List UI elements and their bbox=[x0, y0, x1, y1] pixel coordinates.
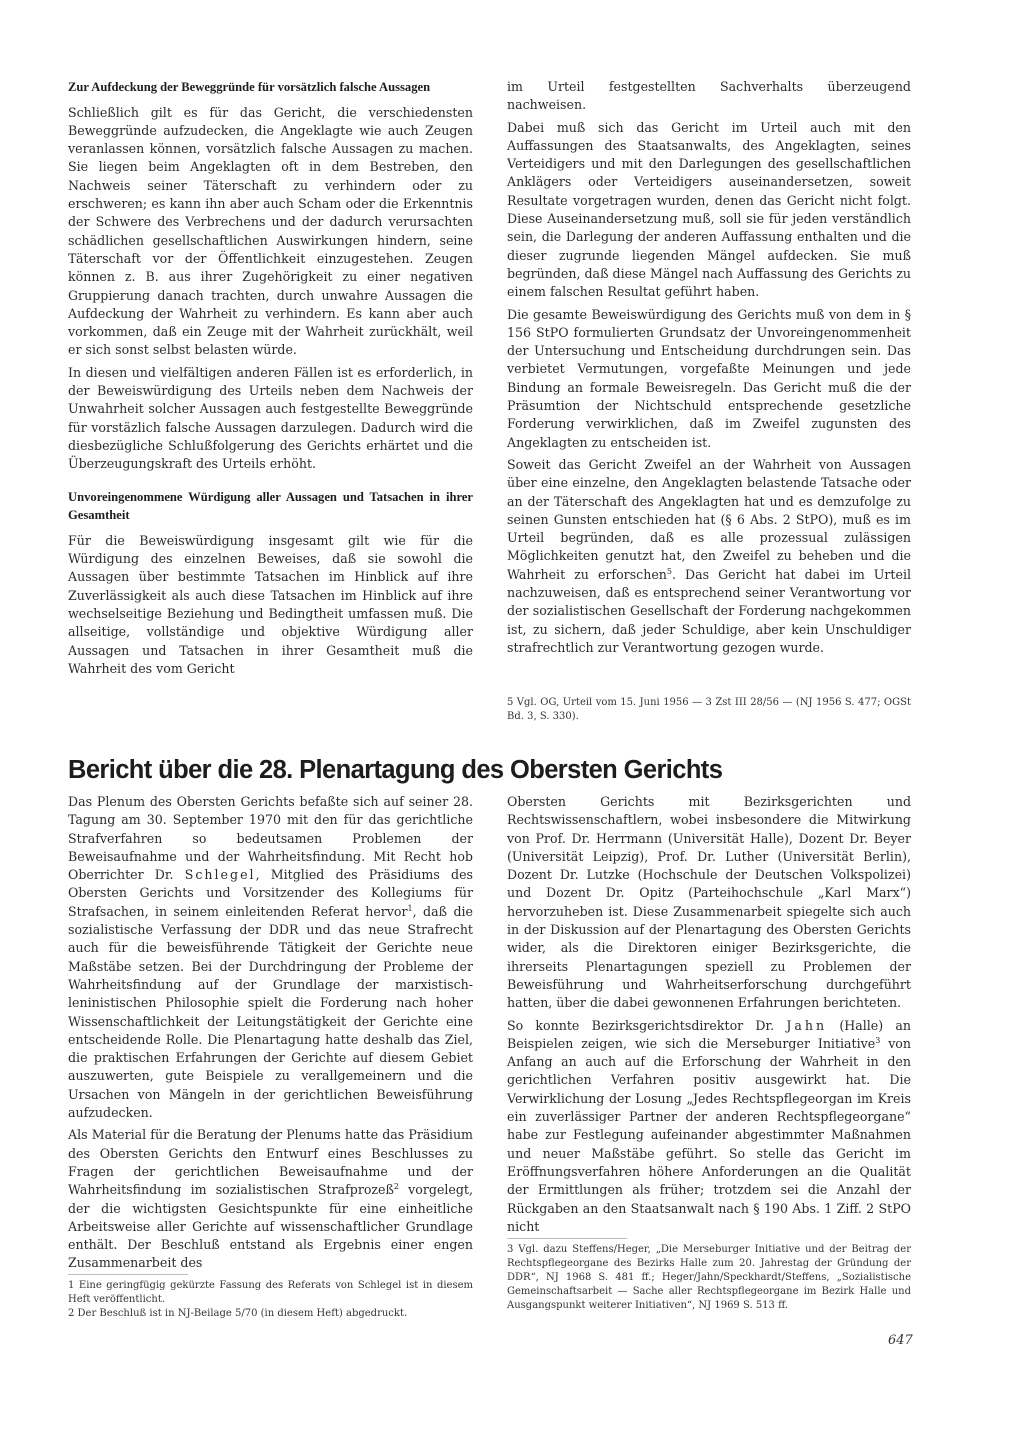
upper-right-column bbox=[507, 78, 911, 661]
paragraph-other-cases: In diesen und vielfältigen anderen Fällen ist es erforderlich, in der Beweiswürdigung des Urteils neben dem Nachweis der Unwahrheit solcher Aussagen auch festgestellte Beweggründe für vorstäzlich falsche Aussagen darzulegen. Dadurch wird die diesbezügliche Schlußfolgerung des Gerichts erhärtet und die Überzeugungskraft des Urteils erhöht. bbox=[68, 364, 473, 472]
footnote-ref-5: 5 bbox=[666, 566, 672, 576]
name-schlegel: Schlegel bbox=[184, 867, 256, 883]
paragraph-merseburg: So konnte Bezirksgerichtsdirektor Dr. Jahn (Halle) an Beispielen zeigen, wie sich die Merseburger Initiative$^3$ von Anfang an auch auf die Erforschung der Wahrheit in den gerichtlichen Verfahren positiv ausgewirkt hat. Die Verwirklichung der Losung „Jedes Rechtspflegeorgan im Kreis ein zuverlässiger Partner der anderen Rechtspflegeorgane“ habe zur Festlegung aufeinander abgestimmter Maßnahmen und neuer Maßstäbe geführt. So stelle das Gericht im Eröffnungsverfahren höhere Anforderungen an die Qualität der Ermittlungen als früher; trotzdem sei die Anzahl der Rückgaben an den Staatsanwalt nach § 190 Abs. 1 Ziff. 2 StPO nicht bbox=[507, 1017, 912, 1234]
name-jahn: Jahn bbox=[786, 1017, 828, 1033]
lower-left-column bbox=[68, 793, 473, 1277]
section-heading-motives: Zur Aufdeckung der Beweggründe für vorsätzlich falsche Aussagen bbox=[68, 80, 431, 94]
paragraph-doubt bbox=[507, 456, 911, 657]
footnote-5: 5 Vgl. OG, Urteil vom 15. Juni 1956 — 3 Zst III 28/56 — (NJ 1956 S. 477; OGSt Bd. 3, S. 330). bbox=[507, 697, 911, 722]
footnote-3: 3 Vgl. dazu Steffens/Heger, „Die Merseburger Initiative und der Beitrag der Rechtspflegeorgane des Bezirks Halle zum 20. Jahrestag der Gründung der DDR“, NJ 1968 S. 481 ff.; Heger/Jahn/Speckhardt/Steffens, „Sozialistische Gemeinschaftsarbeit — Sache aller Rechtspflegeorgane im Bezirk Halle und Ausgangspunkt weiterer Initiativen“, NJ 1969 S. 513 ff. bbox=[507, 1244, 911, 1311]
footnotes-left bbox=[68, 1279, 473, 1321]
footnote-ref-1: 1 bbox=[407, 903, 413, 913]
footnote-1: 1 Eine geringfügig gekürzte Fassung des Referats von Schlegel ist in diesem Heft veröffentlicht. bbox=[68, 1280, 473, 1305]
paragraph-doubt-text: Soweit das Gericht Zweifel an der Wahrheit von Aussagen über eine einzelne, den Angeklagten belastende Tatsache oder an der Täterschaft des Angeklagten hat und es demzufolge zu seinen Gunsten entschieden hat (§ 6 Abs. 2 StPO), muß es im Urteil begründen, daß es alle prozessual zulässigen Möglichkeiten genutzt hat, den Zweifel zu beheben und die Wahrheit zu erforschen bbox=[507, 456, 911, 582]
footnote-divider-left bbox=[68, 1274, 188, 1275]
paragraph-material: Als Material für die Beratung der Plenums hatte das Präsidium des Obersten Gerichts den Entwurf eines Beschlusses zu Fragen der gerichtlichen Beweisaufnahme und der Wahrheitsfindung im sozialistischen Strafprozeß$^2$ vorgelegt, der die wichtigsten Gesichtspunkte für eine einheitliche Arbeitsweise aller Gerichte auf wissenschaftlicher Grundlage enthält. Der Beschluß entstand als Ergebnis einer engen Zusammenarbeit des bbox=[68, 1127, 473, 1271]
footnote-divider-right bbox=[507, 1238, 627, 1239]
paragraph-impartiality: Die gesamte Beweiswürdigung des Gerichts muß von dem in § 156 StPO formulierten Grundsatz der Unvoreingenommenheit der Untersuchung und Entscheidung durchdrungen sein. Das verbietet Vermutungen, vorgefaßte Meinungen und jede Bindung an formale Beweisregeln. Das Gericht muß die der Präsumtion der Nichtschuld entsprechende gesetzliche Forderung verwirklichen, daß im Zweifel zugunsten des Angeklagten zu entscheiden ist. bbox=[507, 306, 911, 450]
section-heading-unbiased-assessment: Unvoreingenommene Würdigung aller Aussagen und Tatsachen in ihrer Gesamtheit bbox=[68, 489, 473, 523]
paragraph-cooperation: Obersten Gerichts mit Bezirksgerichten und Rechtswissenschaftlern, wobei insbesondere die Mitwirkung von Prof. Dr. Herrmann (Universität Halle), Dozent Dr. Beyer (Universität Leipzig), Prof. Dr. Luther (Universität Berlin), Dozent Dr. Lutzke (Hochschule der Deutschen Volkspolizei) und Dozent Dr. Opitz (Parteihochschule „Karl Marx“) hervorzuheben ist. Diese Zusammenarbeit spiegelte sich auch in der Diskussion auf der Plenartagung des Obersten Gerichts wider, als die Direktoren einiger Bezirksgerichte, die ihrerseits Plenartagungen speziell zu Problemen der Beweisführung und Wahrheitserforschung durchgeführt hatten, über die dabei gewonnenen Erfahrungen berichteten. bbox=[507, 794, 911, 1011]
paragraph-plenum-intro: Das Plenum des Obersten Gerichts befaßte sich auf seiner 28. Tagung am 30. September 1970 mit den für das gerichtliche Strafverfahren so bedeutsamen Problemen der Beweisaufnahme und der Wahrheitsfindung. Mit Recht hob Oberrichter Dr. Schlegel, Mitglied des Präsidiums des Obersten Gerichts und Vorsitzender des Kollegiums für Strafsachen, in seinem einleitenden Referat hervor$^1$, daß die sozialistische Verfassung der DDR und das neue Strafrecht auch für die beweisführende Tätigkeit der Gerichte neue Maßstäbe setzen. Bei der Durchdringung der Probleme der Wahrheitsfindung auf der Grundlage der marxistisch-leninistischen Philosophie spielt die Forderung nach hoher Wissenschaftlichkeit der Leitungstätigkeit der Gerichte eine entscheidende Rolle. Die Plenartagung hatte deshalb das Ziel, die praktischen Erfahrungen der Gerichte auf diesem Gebiet auszuwerten, gute Beispiele zu verallgemeinern und die Ursachen von Mängeln in der gerichtlichen Beweisführung aufzudecken. bbox=[68, 794, 473, 1121]
page-number: 647 bbox=[888, 1333, 913, 1348]
paragraph-overall-assessment: Für die Beweiswürdigung insgesamt gilt wie für die Würdigung des einzelnen Beweises, daß sie sowohl die Aussagen über bestimmte Tatsachen im Hinblick auf ihre Zuverlässigkeit als auch diese Tatsachen im Hinblick auf ihre wechselseitige Beziehung und Bedingtheit umfassen muß. Die allseitige, vollständige und objektive Würdigung aller Aussagen und Tatsachen in ihrer Gesamtheit muß die Wahrheit des vom Gericht bbox=[68, 532, 473, 676]
footnote-2: 2 Der Beschluß ist in NJ-Beilage 5/70 (in diesem Heft) abgedruckt. bbox=[68, 1308, 408, 1319]
paragraph-opposing-views: Dabei muß sich das Gericht im Urteil auch mit den Auffassungen des Staatsanwalts, des Angeklagten, seines Verteidigers und mit den Darlegungen des gesellschaftlichen Anklägers oder Verteidigers auseinandersetzen, soweit Resultate vorgetragen wurden, denen das Gericht nicht folgt. Diese Auseinandersetzung muß, soll sie für jeden verständlich sein, die Darlegung der anderen Auffassung enthalten und die dieser zugrunde liegenden Mängel aufdecken. Sie muß begründen, daß diese Mängel nach Auffassung des Gerichts zu einem falschen Resultat geführt haben. bbox=[507, 119, 911, 300]
footnote-ref-2: 2 bbox=[393, 1182, 400, 1192]
paragraph-doubt-tail: . Das Gericht hat dabei im Urteil nachzuweisen, daß es entsprechend seiner Verantwortung vor der sozialistischen Gesellschaft der Forderung nachgekommen ist, zu sichern, daß jeder Schuldige, aber kein Unschuldiger strafrechtlich zur Verantwortung gezogen wurde. bbox=[507, 566, 912, 655]
lower-right-column bbox=[507, 793, 911, 1240]
upper-left-column bbox=[68, 78, 473, 682]
paragraph-motives: Schließlich gilt es für das Gericht, die verschiedensten Beweggründe aufzudecken, die Angeklagte wie auch Zeugen veranlassen können, vorsätzlich falsche Aussagen zu machen. Sie liegen beim Angeklagten oft in dem Bestreben, den Nachweis seiner Täterschaft zu verhindern oder zu erschweren; es kann ihn aber auch Scham oder die Erkenntnis der Schwere des Verbrechens und der dadurch verursachten schädlichen gesellschaftlichen Auswirkungen hindern, seine Täterschaft vor der Öffentlichkeit einzugestehen. Zeugen können z. B. aus ihrer Zugehörigkeit zu einer negativen Gruppierung danach trachten, durch unwahre Aussagen die Aufdeckung der Wahrheit zu verhindern. Es kann aber auch vorkommen, daß ein Zeuge mit der Wahrheit zurückhält, weil er sich sonst selbst belasten würde. bbox=[68, 104, 473, 358]
article-headline: Bericht über die 28. Plenartagung des Obersten Gerichts bbox=[68, 756, 723, 784]
paragraph-facts-proven: im Urteil festgestellten Sachverhalts überzeugend nachweisen. bbox=[507, 79, 911, 113]
footnote-ref-3: 3 bbox=[875, 1035, 881, 1045]
